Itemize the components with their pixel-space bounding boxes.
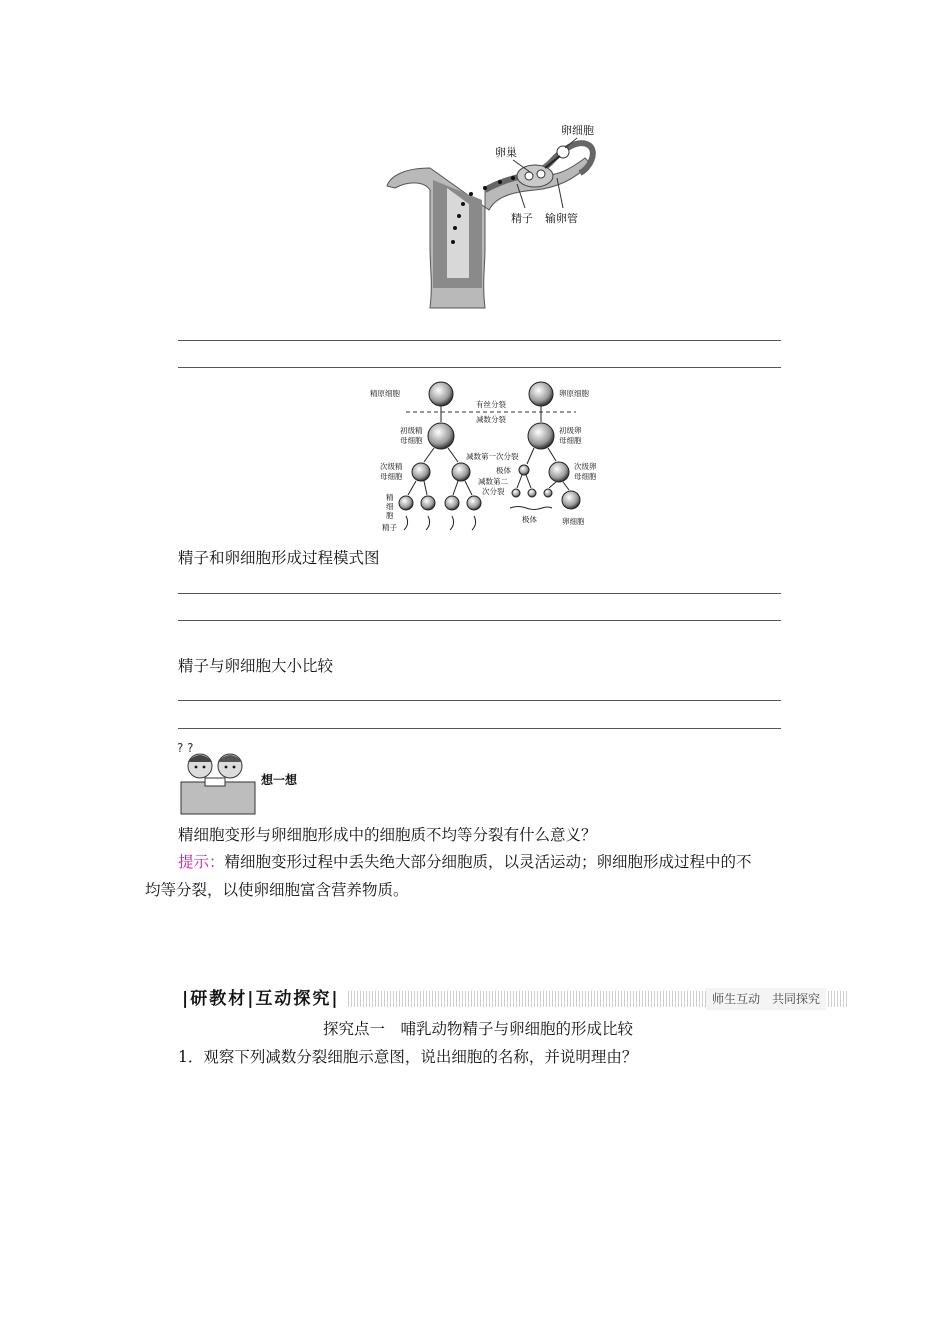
polar-body-cell — [519, 465, 529, 475]
polar-body-cell — [512, 489, 520, 497]
label-meiosis: 减数分裂 — [476, 415, 506, 424]
label-egg-cell: 卵细胞 — [561, 124, 594, 137]
primary-oocyte-cell — [528, 423, 554, 449]
label-egg-cell: 卵细胞 — [562, 517, 585, 526]
label-meiosis-first: 减数第一次分裂 — [466, 452, 519, 461]
oogonium-cell — [529, 382, 553, 406]
answer-line — [178, 728, 781, 729]
hint-text: 精细胞变形过程中丢失绝大部分细胞质，以灵活运动；卵细胞形成过程中的不 — [224, 853, 752, 871]
hint-line-1 — [178, 852, 752, 872]
kids-thinking-illustration — [175, 740, 315, 818]
book-shape — [205, 778, 225, 786]
label-ovary: 卵巢 — [495, 146, 517, 159]
label-spermatid: 精 — [386, 493, 394, 502]
answer-line — [178, 340, 781, 341]
secondary-oocyte-cell — [549, 462, 569, 482]
polar-body-cell — [528, 489, 536, 497]
answer-line — [178, 593, 781, 594]
caption-size: 精子与卵细胞大小比较 — [178, 657, 334, 675]
label-secondary-spermatocyte: 母细胞 — [380, 472, 403, 481]
label-secondary-oocyte: 次级卵 — [574, 462, 597, 471]
spermatid-cell — [421, 496, 435, 510]
question-text: 精细胞变形与卵细胞形成中的细胞质不均等分裂有什么意义？ — [178, 826, 597, 844]
ovary-shape — [517, 165, 553, 187]
explore-point-heading: 探究点一 哺乳动物精子与卵细胞的形成比较 — [323, 1020, 634, 1038]
label-primary-spermatocyte: 初级精 — [400, 426, 423, 435]
question-marks: ? ? — [177, 741, 194, 755]
egg-cell — [562, 491, 580, 509]
polar-body-cell — [544, 489, 552, 497]
item-1-question: 1．观察下列减数分裂细胞示意图，说出细胞的名称，并说明理由？ — [178, 1048, 638, 1066]
hint-line-2: 均等分裂，以使卵细胞富含营养物质。 — [145, 881, 409, 899]
reproductive-tract-figure — [385, 118, 615, 310]
secondary-spermatocyte-cell — [452, 463, 470, 481]
label-primary-oocyte: 初级卵 — [559, 426, 582, 435]
label-mitosis: 有丝分裂 — [476, 400, 506, 409]
primary-spermatocyte-cell — [428, 423, 454, 449]
label-meiosis-second: 减数第二 — [478, 477, 508, 486]
spermatid-cell — [467, 496, 481, 510]
caption-formation: 精子和卵细胞形成过程模式图 — [178, 549, 380, 567]
spermatid-cell — [445, 496, 459, 510]
section-title: |研教材|互动探究| — [178, 988, 344, 1010]
spermatogonium-cell — [429, 382, 453, 406]
label-primary-oocyte: 母细胞 — [559, 436, 582, 445]
label-spermatid: 细 — [386, 502, 394, 511]
label-polar-body: 极体 — [522, 515, 537, 524]
desk-shape — [181, 782, 255, 814]
label-sperm: 精子 — [382, 523, 397, 532]
label-sperm: 精子 — [511, 212, 533, 225]
hint-label: 提示： — [178, 853, 225, 871]
answer-line — [178, 700, 781, 701]
label-oogonium: 卵原细胞 — [559, 389, 589, 398]
label-primary-spermatocyte: 母细胞 — [400, 436, 423, 445]
label-secondary-spermatocyte: 次级精 — [380, 462, 403, 471]
secondary-spermatocyte-cell — [412, 463, 430, 481]
label-oviduct: 输卵管 — [545, 212, 578, 225]
gametogenesis-figure — [366, 376, 606, 536]
label-secondary-oocyte: 母细胞 — [574, 472, 597, 481]
spermatid-cell — [399, 496, 413, 510]
label-spermatogonium: 精原细胞 — [370, 389, 400, 398]
think-label: 想一想 — [261, 773, 298, 787]
uterus-shape — [387, 158, 590, 308]
label-polar-body: 极体 — [496, 466, 511, 475]
section-header — [178, 988, 848, 1010]
answer-line — [178, 367, 781, 368]
label-meiosis-second: 次分裂 — [482, 487, 505, 496]
answer-line — [178, 620, 781, 621]
label-spermatid: 胞 — [386, 511, 394, 520]
section-subtitle: 师生互动 共同探究 — [706, 988, 826, 1010]
